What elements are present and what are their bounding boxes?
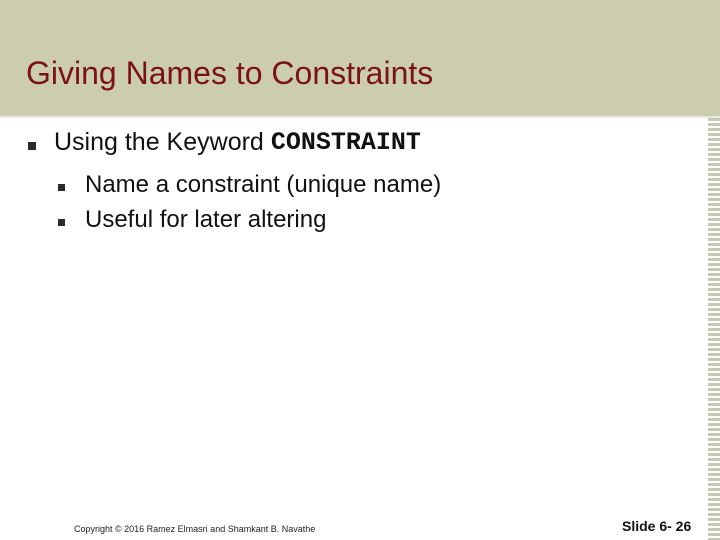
slide-title: Giving Names to Constraints: [26, 55, 434, 91]
square-bullet-icon: [58, 219, 65, 226]
copyright-notice: Copyright © 2016 Ramez Elmasri and Shamkant B. Navathe: [74, 524, 316, 534]
bullet-item-level2: [58, 171, 441, 199]
bullet-item-level2: [58, 206, 326, 234]
bullet-item-level1: [28, 128, 421, 157]
square-bullet-icon: [28, 142, 36, 150]
slide-number: Slide 6- 26: [622, 518, 692, 534]
keyword-code: CONSTRAINT: [270, 128, 421, 157]
square-bullet-icon: [58, 184, 65, 191]
bullet-text: Name a constraint (unique name): [85, 171, 442, 198]
decorative-stripes: [708, 118, 720, 540]
bullet-text: Useful for later altering: [85, 206, 327, 233]
title-divider: [0, 116, 720, 118]
bullet-text: Using the Keyword: [54, 128, 264, 156]
